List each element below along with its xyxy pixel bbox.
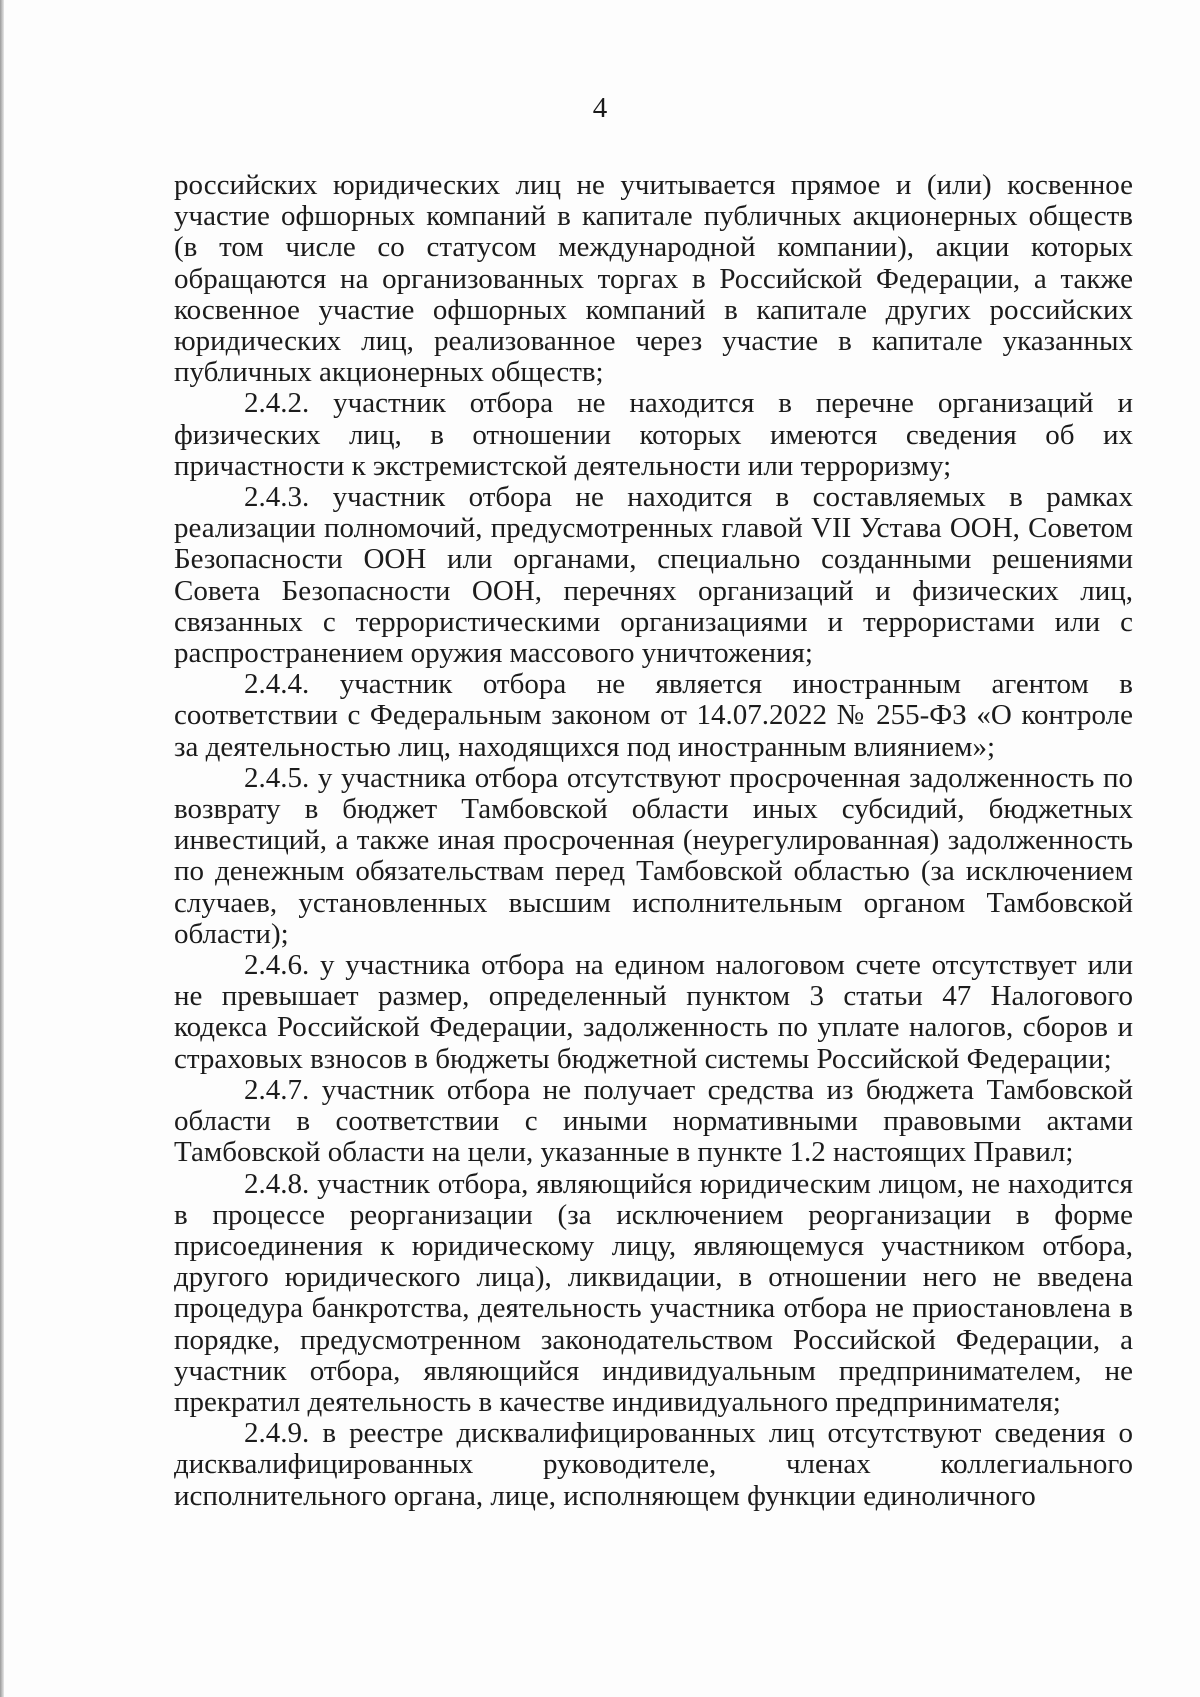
paragraph-2-4-5: 2.4.5. у участника отбора отсутствуют просроченная задолженность по возврату в бюджет Тамбовской области иных субсидий, бюджетных инвестиций, а также иная просроченная (неурегулированная) задолженность по денежным обязательствам перед Тамбовской областью (за исключением случаев, установленных высшим исполнительным органом Тамбовской области);	[174, 761, 1133, 950]
document-body	[174, 170, 1133, 1512]
paragraph-2-4-4: 2.4.4. участник отбора не является иностранным агентом в соответствии с Федеральным законом от 14.07.2022 № 255-ФЗ «О контроле за деятельностью лиц, находящихся под иностранным влиянием»;	[174, 668, 1133, 763]
paragraph-continuation: российских юридических лиц не учитывается прямое и (или) косвенное участие офшорных компаний в капитале публичных акционерных обществ (в том числе со статусом международной компании), акции которых обращаются на организованных торгах в Российской Федерации, а также косвенное участие офшорных компаний в капитале других российских юридических лиц, реализованное через участие в капитале указанных публичных акционерных обществ;	[174, 169, 1133, 389]
paragraph-2-4-8: 2.4.8. участник отбора, являющийся юридическим лицом, не находится в процессе реорганизации (за исключением реорганизации в форме присоединения к юридическому лицу, являющемуся участником отбора, другого юридического лица), ликвидации, в отношении него не введена процедура банкротства, деятельность участника отбора не приостановлена в порядке, предусмотренном законодательством Российской Федерации, а участник отбора, являющийся индивидуальным предпринимателем, не прекратил деятельность в качестве индивидуального предпринимателя;	[174, 1167, 1133, 1418]
paragraph-2-4-2: 2.4.2. участник отбора не находится в перечне организаций и физических лиц, в отношении которых имеются сведения об их причастности к экстремистской деятельности или терроризму;	[174, 387, 1133, 482]
scan-edge	[0, 0, 4, 1697]
paragraph-2-4-7: 2.4.7. участник отбора не получает средства из бюджета Тамбовской области в соответствии с иными нормативными правовыми актами Тамбовской области на цели, указанные в пункте 1.2 настоящих Правил;	[174, 1073, 1133, 1169]
paragraph-2-4-6: 2.4.6. у участника отбора на едином налоговом счете отсутствует или не превышает размер, определенный пунктом 3 статьи 47 Налогового кодекса Российской Федерации, задолженность по уплате налогов, сборов и страховых взносов в бюджеты бюджетной системы Российской Федерации;	[174, 949, 1133, 1075]
paragraph-2-4-3: 2.4.3. участник отбора не находится в составляемых в рамках реализации полномочий, предусмотренных главой VII Устава ООН, Советом Безопасности ООН или органами, специально созданными решениями Совета Безопасности ООН, перечнях организаций и физических лиц, связанных с террористическими организациями и террористами или с распространением оружия массового уничтожения;	[174, 481, 1133, 670]
page-number: 4	[592, 92, 608, 124]
paragraph-2-4-9: 2.4.9. в реестре дисквалифицированных лиц отсутствуют сведения о дисквалифицированных руководителе, членах коллегиального исполнительного органа, лице, исполняющем функции единоличного	[174, 1417, 1133, 1512]
